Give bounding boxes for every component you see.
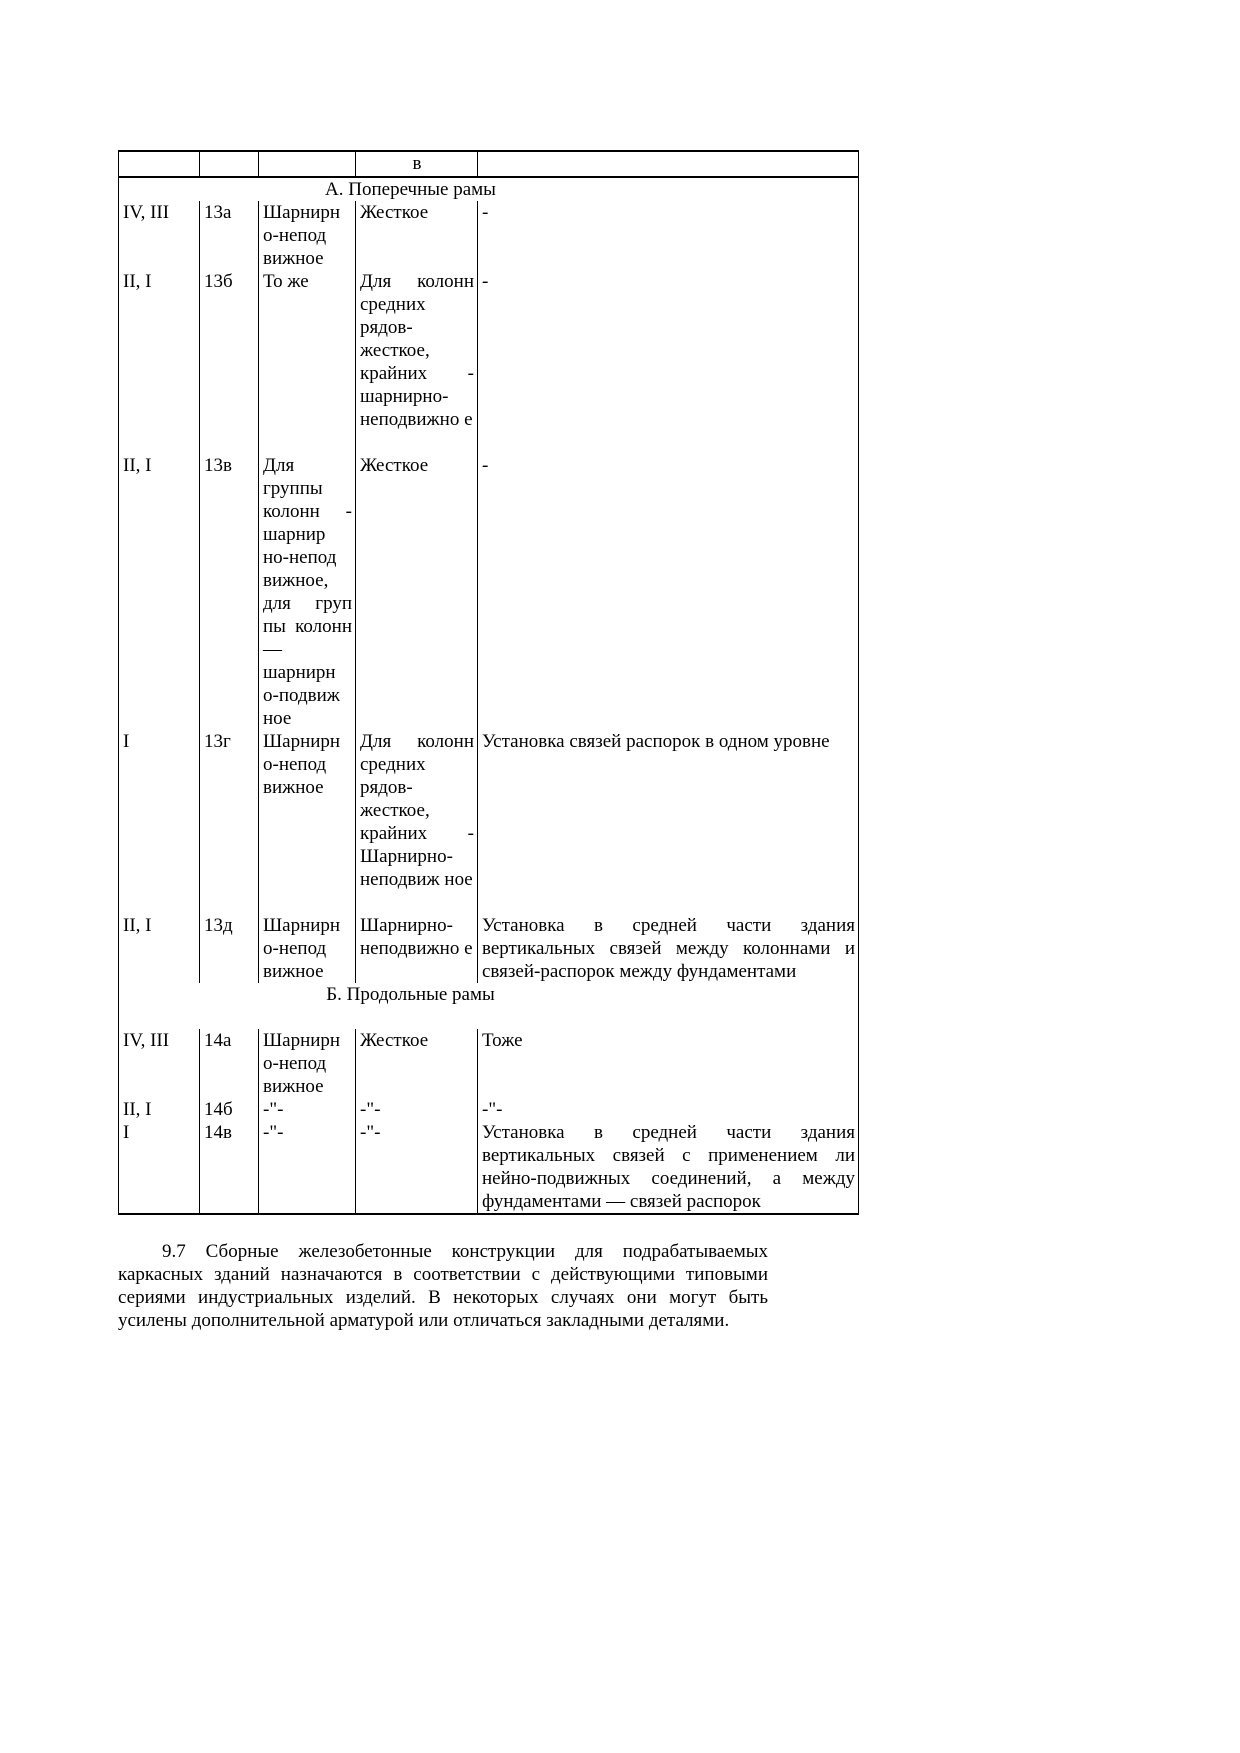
base-joint-cell: То же bbox=[259, 270, 356, 454]
base-joint-cell: -"- bbox=[259, 1098, 356, 1121]
base-joint-cell: -"- bbox=[259, 1121, 356, 1214]
clause-paragraph: 9.7 Сборные железобетонные конструкции для подрабатываемых каркасных зданий назначаются в соответствии с действующими типовыми сериями индустриальных изделий. В некоторых случаях они могут быть усилены дополнительной арматурой или отличаться закладными деталями. bbox=[118, 1241, 768, 1331]
section-title-longitudinal: Б. Продольные рамы bbox=[119, 983, 859, 1029]
column-joint-cell: -"- bbox=[356, 1098, 478, 1121]
table-row bbox=[119, 1029, 859, 1098]
measures-cell: - bbox=[478, 270, 859, 454]
measures-cell: Установка в средней части здания вертикальных связей с применением ли нейно-подвижных соединений, а между фундаментами — связей распорок bbox=[478, 1121, 859, 1214]
header-cell bbox=[259, 151, 356, 177]
scheme-cell: 13б bbox=[200, 270, 259, 454]
section-title-transverse: А. Поперечные рамы bbox=[119, 177, 859, 201]
category-cell: II, I bbox=[119, 1098, 200, 1121]
category-cell: IV, III bbox=[119, 1029, 200, 1098]
section-row-longitudinal bbox=[119, 983, 859, 1029]
table-row bbox=[119, 270, 859, 454]
section-row-transverse bbox=[119, 177, 859, 201]
base-joint-cell: Шарнирн о-непод вижное bbox=[259, 1029, 356, 1098]
table-row bbox=[119, 730, 859, 914]
column-joint-cell: Жесткое bbox=[356, 454, 478, 730]
base-joint-cell: Шарнирн о-непод вижное bbox=[259, 201, 356, 270]
column-joint-cell: Жесткое bbox=[356, 1029, 478, 1098]
category-cell: I bbox=[119, 1121, 200, 1214]
header-cell bbox=[119, 151, 200, 177]
category-cell: II, I bbox=[119, 270, 200, 454]
measures-cell: Установка связей распорок в одном уровне bbox=[478, 730, 859, 914]
measures-cell: - bbox=[478, 454, 859, 730]
measures-cell: Установка в средней части здания вертикальных связей между колоннами и связей-распорок между фундаментами bbox=[478, 914, 859, 983]
column-joint-cell: Жесткое bbox=[356, 201, 478, 270]
scheme-cell: 14а bbox=[200, 1029, 259, 1098]
frames-table bbox=[118, 150, 859, 1215]
column-joint-cell: Шарнирно- неподвижно е bbox=[356, 914, 478, 983]
category-cell: II, I bbox=[119, 454, 200, 730]
scheme-cell: 13д bbox=[200, 914, 259, 983]
scheme-cell: 13г bbox=[200, 730, 259, 914]
measures-cell: - bbox=[478, 201, 859, 270]
table-row bbox=[119, 1121, 859, 1214]
scheme-cell: 13а bbox=[200, 201, 259, 270]
scheme-cell: 14в bbox=[200, 1121, 259, 1214]
table-row bbox=[119, 454, 859, 730]
table-row bbox=[119, 201, 859, 270]
table-row bbox=[119, 914, 859, 983]
measures-cell: -"- bbox=[478, 1098, 859, 1121]
base-joint-cell: Для группы колонн - шарнир но-непод вижное, для груп пы колонн— шарнирн о-подвиж ное bbox=[259, 454, 356, 730]
category-cell: I bbox=[119, 730, 200, 914]
header-cell bbox=[200, 151, 259, 177]
column-joint-cell: Для колонн средних рядов- жесткое, крайних - Шарнирно- неподвиж ное bbox=[356, 730, 478, 914]
scheme-cell: 13в bbox=[200, 454, 259, 730]
table-header-row bbox=[119, 151, 859, 177]
category-cell: IV, III bbox=[119, 201, 200, 270]
column-joint-cell: Для колонн средних рядов- жесткое, крайних - шарнирно- неподвижно е bbox=[356, 270, 478, 454]
base-joint-cell: Шарнирн о-непод вижное bbox=[259, 914, 356, 983]
base-joint-cell: Шарнирн о-непод вижное bbox=[259, 730, 356, 914]
column-joint-cell: -"- bbox=[356, 1121, 478, 1214]
measures-cell: Тоже bbox=[478, 1029, 859, 1098]
header-cell bbox=[478, 151, 859, 177]
table-row bbox=[119, 1098, 859, 1121]
header-cell: в bbox=[356, 151, 478, 177]
scheme-cell: 14б bbox=[200, 1098, 259, 1121]
category-cell: II, I bbox=[119, 914, 200, 983]
